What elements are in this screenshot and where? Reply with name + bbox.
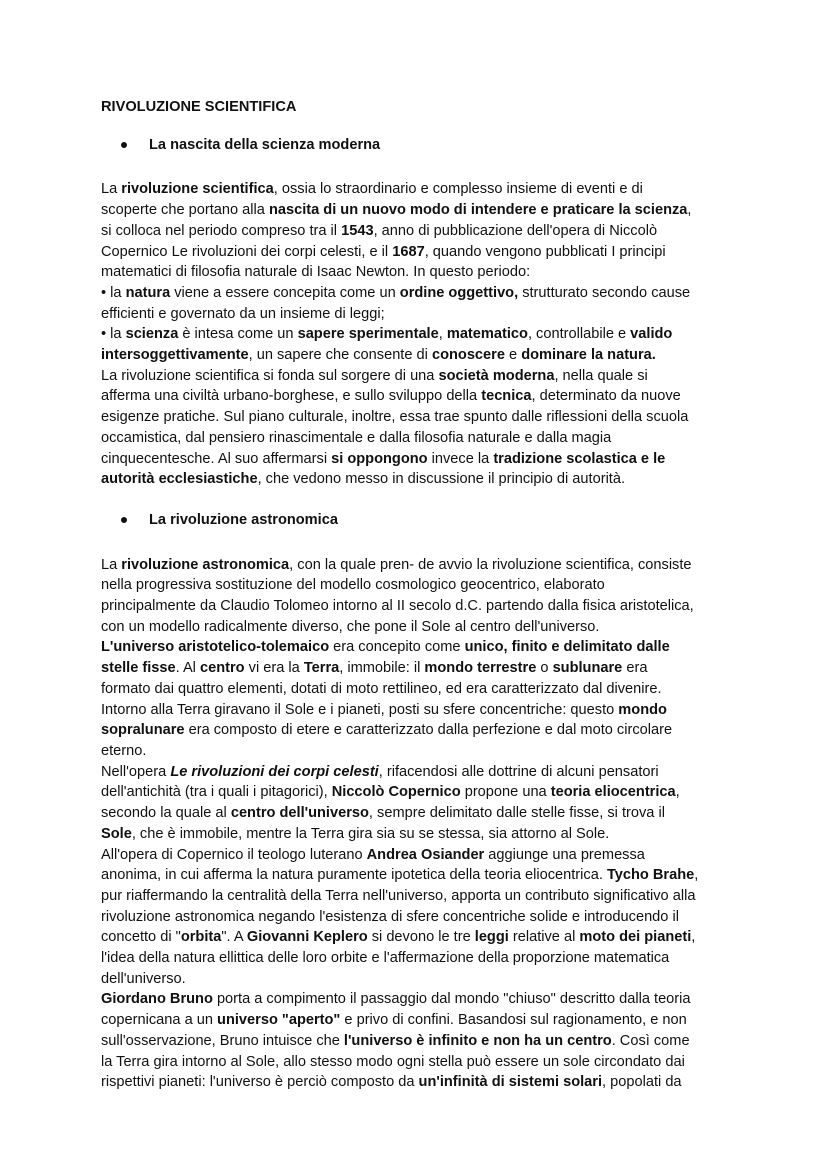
text-segment: ,	[675, 784, 680, 801]
bold-text: centro dell'universo	[230, 805, 369, 822]
bold-text: natura	[125, 284, 171, 301]
text-segment: propone una	[460, 784, 551, 801]
bold-text: orbita	[180, 929, 222, 946]
text-line	[101, 366, 726, 387]
text-segment: l'idea della natura ellittica delle loro orbite e l'affermazione della proporzione matematica	[101, 950, 670, 967]
text-segment: ,	[691, 929, 696, 946]
text-line	[101, 679, 726, 700]
text-segment: era concepito come	[329, 639, 465, 656]
text-segment: cinquecentesche. Al suo affermarsi	[101, 450, 332, 467]
text-line	[101, 886, 726, 907]
text-line	[101, 345, 726, 366]
bold-text: dominare la natura.	[521, 347, 656, 364]
text-line	[101, 762, 726, 783]
spacer	[101, 490, 726, 510]
text-segment: copernicana a un	[101, 1012, 218, 1029]
document-page	[101, 97, 726, 1093]
text-line	[101, 948, 726, 969]
text-line	[101, 617, 726, 638]
text-segment: , determinato da nuove	[531, 388, 681, 405]
text-segment: , immobile: il	[339, 660, 425, 677]
bold-text: tradizione scolastica e le	[493, 450, 666, 467]
text-line	[101, 324, 726, 345]
text-line	[101, 596, 726, 617]
bold-text: nascita di un nuovo modo di intendere e praticare la scienza	[268, 202, 688, 219]
text-segment: matematici di filosofia naturale di Isaac Newton. In questo periodo:	[101, 264, 531, 281]
bold-text: L'universo aristotelico-tolemaico	[101, 639, 330, 656]
text-segment: scoperte che portano alla	[101, 202, 269, 219]
bold-text: autorità ecclesiastiche	[101, 471, 258, 488]
bold-text: ordine oggettivo,	[399, 284, 519, 301]
bold-text: valido	[630, 326, 673, 343]
text-segment: e	[504, 347, 522, 364]
document-title: RIVOLUZIONE SCIENTIFICA	[101, 99, 297, 115]
bold-text: scienza	[125, 326, 179, 343]
bullet-icon	[121, 517, 127, 523]
text-segment: aggiunge una premessa	[484, 846, 645, 863]
text-line	[101, 865, 726, 886]
bold-text: 1543	[341, 222, 374, 239]
bold-text: si oppongono	[331, 450, 428, 467]
text-segment: eterno.	[101, 742, 147, 759]
bold-text: unico, finito e delimitato dalle	[464, 639, 670, 656]
text-segment: ". A	[221, 929, 247, 946]
text-segment: , rifacendosi alle dottrine di alcuni pensatori	[378, 763, 659, 780]
bold-text: mondo terrestre	[424, 660, 537, 677]
text-segment: pur riaffermando la centralità della Terra nell'universo, apporta un contributo significativo alla	[101, 887, 696, 904]
text-line	[101, 242, 726, 263]
text-segment: esigenze pratiche. Sul piano culturale, inoltre, essa trae spunto dalle riflessioni della scuola	[101, 409, 689, 426]
section-heading-scienza-moderna	[121, 135, 726, 156]
text-segment: viene a essere concepita come un	[170, 284, 400, 301]
text-line	[101, 449, 726, 470]
bold-text: sublunare	[552, 660, 623, 677]
text-segment: afferma una civiltà urbano-borghese, e sullo sviluppo della	[101, 388, 482, 405]
bold-text: un'infinità di sistemi solari	[418, 1074, 603, 1091]
bold-text: rivoluzione scientifica	[121, 181, 274, 198]
text-line	[101, 1010, 726, 1031]
bold-text: tecnica	[481, 388, 532, 405]
text-segment: o	[536, 660, 553, 677]
text-segment: era	[622, 660, 648, 677]
text-line	[101, 658, 726, 679]
text-segment: . Al	[175, 660, 200, 677]
section-heading-text: La nascita della scienza moderna	[149, 136, 381, 153]
bold-text: universo "aperto"	[217, 1012, 341, 1029]
bold-text: Giordano Bruno	[101, 991, 213, 1008]
text-segment: , che vedono messo in discussione il principio di autorità.	[257, 471, 626, 488]
text-segment: , che è immobile, mentre la Terra gira sia su se stessa, sia attorno al Sole.	[131, 825, 610, 842]
text-line	[101, 637, 726, 658]
text-line	[101, 927, 726, 948]
bold-text: Niccolò Copernico	[331, 784, 461, 801]
bold-text: 1687	[392, 243, 425, 260]
text-segment: concetto di "	[101, 929, 181, 946]
text-segment: efficienti e governato da un insieme di leggi;	[101, 305, 385, 322]
text-segment: , con la quale pren- de avvio la rivoluzione scientifica, consiste	[289, 556, 692, 573]
text-line	[101, 200, 726, 221]
text-line	[101, 575, 726, 596]
text-segment: , un sapere che consente di	[248, 347, 432, 364]
paragraph-scienza-moderna	[101, 179, 726, 490]
text-segment: , sempre delimitato dalle stelle fisse, si trova il	[368, 805, 665, 822]
bold-text: società moderna	[438, 367, 555, 384]
text-segment: ,	[438, 326, 447, 343]
text-line	[101, 262, 726, 283]
text-segment: , nella quale si	[554, 367, 648, 384]
text-segment: principalmente da Claudio Tolomeo intorno al II secolo d.C. partendo dalla fisica aristotelica,	[101, 598, 694, 615]
text-line	[101, 283, 726, 304]
bold-text: rivoluzione astronomica	[121, 556, 290, 573]
text-segment: la Terra gira intorno al Sole, allo stesso modo ogni stella può essere un sole circondato dai	[101, 1053, 685, 1070]
bold-text: Giovanni Keplero	[246, 929, 368, 946]
bullet-icon	[121, 142, 127, 148]
bold-text: sapere sperimentale	[297, 326, 439, 343]
bold-text: sopralunare	[101, 722, 185, 739]
text-line	[101, 700, 726, 721]
text-line	[101, 555, 726, 576]
text-line	[101, 1072, 726, 1093]
text-segment: . Così come	[611, 1032, 690, 1049]
bold-text: matematico	[446, 326, 528, 343]
bold-text: centro	[199, 660, 245, 677]
bold-text: Le rivoluzioni dei corpi celesti	[170, 763, 379, 780]
text-segment: Copernico Le rivoluzioni dei corpi celesti, e il	[101, 243, 393, 260]
text-segment: , controllabile e	[527, 326, 631, 343]
text-line	[101, 782, 726, 803]
text-segment: Nell'opera	[101, 763, 171, 780]
text-segment: rivoluzione astronomica negando l'esistenza di sfere concentriche solide e introducendo il	[101, 908, 679, 925]
text-segment: ,	[694, 867, 699, 884]
text-segment: era composto di etere e caratterizzato dalla perfezione e dal moto circolare	[184, 722, 673, 739]
text-line	[101, 824, 726, 845]
bold-text: intersoggettivamente	[101, 347, 249, 364]
text-segment: dell'antichità (tra i quali i pitagorici),	[101, 784, 332, 801]
text-segment: rispettivi pianeti: l'universo è perciò composto da	[101, 1074, 419, 1091]
text-segment: • la	[101, 326, 126, 343]
paragraph-rivoluzione-astronomica	[101, 555, 726, 1093]
text-segment: All'opera di Copernico il teologo luterano	[101, 846, 367, 863]
text-segment: Intorno alla Terra giravano il Sole e i pianeti, posti su sfere concentriche: questo	[101, 701, 619, 718]
bold-text: Sole	[101, 825, 132, 842]
text-segment: anonima, in cui afferma la natura puramente ipotetica della teoria eliocentrica.	[101, 867, 607, 884]
section-heading-rivoluzione-astronomica	[121, 510, 726, 531]
text-line	[101, 1052, 726, 1073]
text-segment: , anno di pubblicazione dell'opera di Niccolò	[373, 222, 658, 239]
text-segment: formato dai quattro elementi, dotati di moto rettilineo, ed era caratterizzato dal divenire.	[101, 680, 662, 697]
text-line	[101, 741, 726, 762]
bold-text: moto dei pianeti	[579, 929, 692, 946]
text-segment: , ossia lo straordinario e complesso insieme di eventi e di	[273, 181, 643, 198]
text-line	[101, 969, 726, 990]
text-line	[101, 989, 726, 1010]
text-line	[101, 304, 726, 325]
text-segment: e privo di confini. Basandosi sul ragionamento, e non	[340, 1012, 687, 1029]
bold-text: leggi	[474, 929, 509, 946]
text-segment: è intesa come un	[178, 326, 298, 343]
text-line	[101, 720, 726, 741]
text-segment: sull'osservazione, Bruno intuisce che	[101, 1032, 344, 1049]
text-line	[101, 845, 726, 866]
bold-text: l'universo è infinito e non ha un centro	[343, 1032, 612, 1049]
bold-text: conoscere	[431, 347, 505, 364]
text-line	[101, 179, 726, 200]
bold-text: mondo	[618, 701, 667, 718]
text-line	[101, 386, 726, 407]
bold-text: Terra	[303, 660, 340, 677]
text-segment: vi era la	[244, 660, 304, 677]
text-line	[101, 469, 726, 490]
bold-text: Andrea Osiander	[366, 846, 485, 863]
text-line	[101, 907, 726, 928]
bold-text: Tycho Brahe	[606, 867, 695, 884]
text-segment: La rivoluzione scientifica si fonda sul sorgere di una	[101, 367, 439, 384]
text-segment: occamistica, dal pensiero rinascimentale e dalla filosofia naturale e dalla magia	[101, 429, 612, 446]
section-heading-text: La rivoluzione astronomica	[149, 511, 338, 528]
text-segment: con un modello radicalmente diverso, che pone il Sole al centro dell'universo.	[101, 618, 600, 635]
text-segment: • la	[101, 284, 126, 301]
text-line	[101, 407, 726, 428]
text-segment: La	[101, 181, 122, 198]
text-segment: invece la	[427, 450, 494, 467]
text-segment: si devono le tre	[367, 929, 475, 946]
text-segment: strutturato secondo cause	[518, 284, 691, 301]
bold-text: stelle fisse	[101, 660, 176, 677]
text-segment: porta a compimento il passaggio dal mondo "chiuso" descritto dalla teoria	[212, 991, 691, 1008]
text-segment: secondo la quale al	[101, 805, 231, 822]
text-line	[101, 428, 726, 449]
text-line	[101, 803, 726, 824]
text-segment: , popolati da	[602, 1074, 682, 1091]
text-line	[101, 221, 726, 242]
bold-text: teoria eliocentrica	[550, 784, 676, 801]
text-segment: La	[101, 556, 122, 573]
text-segment: nella progressiva sostituzione del modello cosmologico geocentrico, elaborato	[101, 577, 605, 594]
text-segment: relative al	[508, 929, 580, 946]
text-line	[101, 1031, 726, 1052]
text-segment: si colloca nel periodo compreso tra il	[101, 222, 342, 239]
text-segment: , quando vengono pubblicati I principi	[424, 243, 666, 260]
text-segment: ,	[687, 202, 692, 219]
text-segment: dell'universo.	[101, 970, 186, 987]
